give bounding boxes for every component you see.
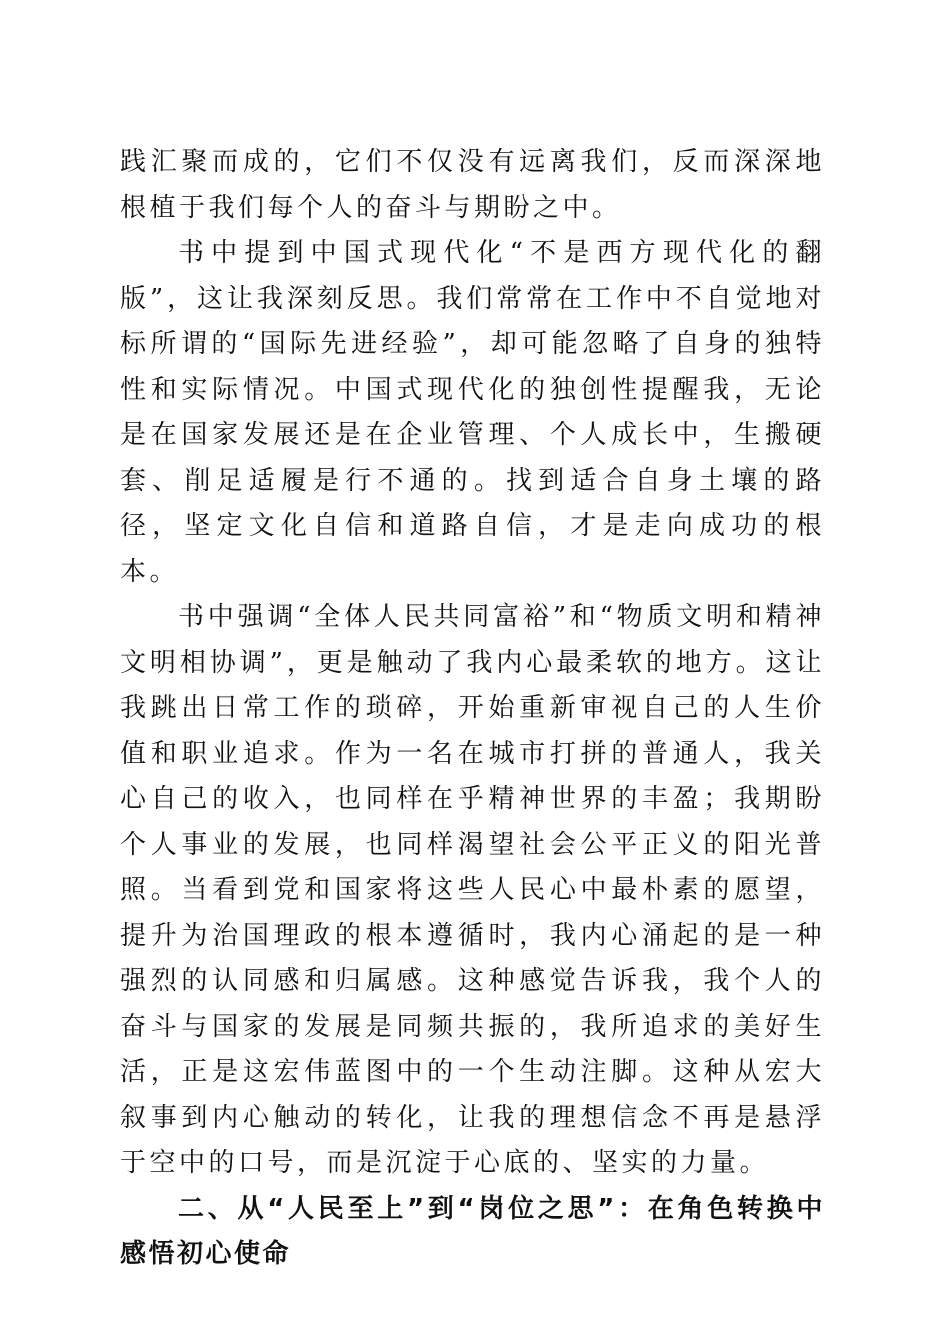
paragraph-modernization-reflection: 书中提到中国式现代化“不是西方现代化的翻版”，这让我深刻反思。我们常常在工作中不自觉地对标所谓的“国际先进经验”，却可能忽略了自身的独特性和实际情况。中国式现代化的独创性提醒我，无论是在国家发展还是在企业管理、个人成长中，生搬硬套、削足适履是行不通的。找到适合自身土壤的路径，坚定文化自信和道路自信，才是走向成功的根本。 — [120, 238, 825, 587]
paragraph-continuation: 践汇聚而成的，它们不仅没有远离我们，反而深深地根植于我们每个人的奋斗与期盼之中。 — [120, 147, 825, 223]
document-body — [120, 140, 825, 1278]
paragraph-common-prosperity: 书中强调“全体人民共同富裕”和“物质文明和精神文明相协调”，更是触动了我内心最柔软的地方。这让我跳出日常工作的琐碎，开始重新审视自己的人生价值和职业追求。作为一名在城市打拼的普通人，我关心自己的收入，也同样在乎精神世界的丰盈；我期盼个人事业的发展，也同样渴望社会公平正义的阳光普照。当看到党和国家将这些人民心中最朴素的愿望，提升为治国理政的根本遵循时，我内心涌起的是一种强烈的认同感和归属感。这种感觉告诉我，我个人的奋斗与国家的发展是同频共振的，我所追求的美好生活，正是这宏伟蓝图中的一个生动注脚。这种从宏大叙事到内心触动的转化，让我的理想信念不再是悬浮于空中的口号，而是沉淀于心底的、坚实的力量。 — [120, 602, 825, 1178]
section-heading: 二、从“人民至上”到“岗位之思”：在角色转换中感悟初心使命 — [120, 1193, 825, 1269]
